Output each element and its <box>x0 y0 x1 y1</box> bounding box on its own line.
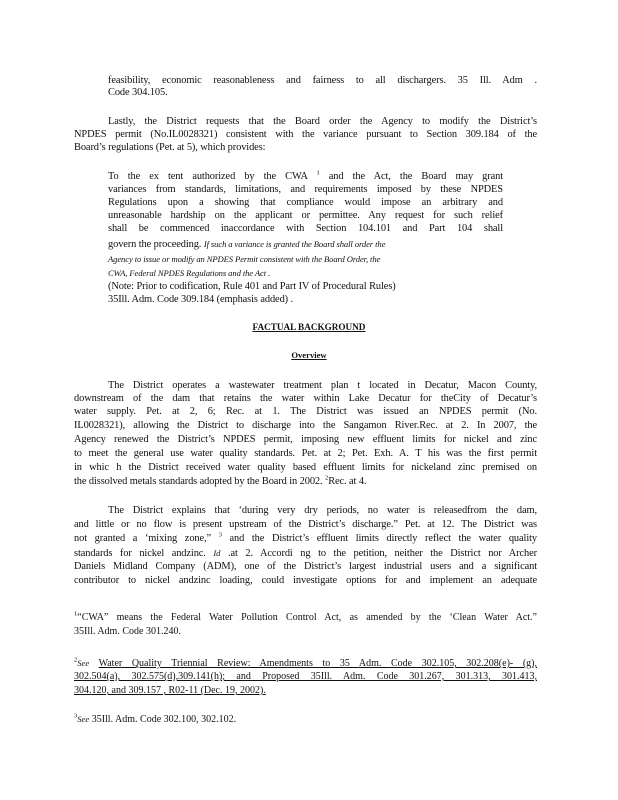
footnote-ref-1[interactable]: 1 <box>316 169 320 177</box>
body-text-line: NPDES permit (No.IL0028321) consistent with the variance pursuant to Section 309.184 of the <box>74 129 537 140</box>
body-text-line <box>74 547 537 560</box>
body-text-line: and little or no flow is present upstream of the District’s discharge.” Pet. at 12. The District was <box>74 519 537 530</box>
body-text-line: Board’s regulations (Pet. at 5), which provides: <box>74 142 266 153</box>
body-text-line: The District explains that ‘during very dry periods, no water is releasedfrom the dam, <box>108 505 537 516</box>
footnote-3 <box>74 713 537 726</box>
body-text: standards for nickel andzinc. <box>74 548 206 559</box>
id-citation: Id <box>213 548 221 558</box>
quote-line <box>108 238 503 251</box>
body-text-line: in whic h the District received water quality based effluent limits for nickeland zinc premised on <box>74 462 537 473</box>
subsection-heading-text: Overview <box>291 350 327 360</box>
body-text-line: IL0028321), allowing the District to discharge into the Sangamon River.Rec. at 2. In 2007, the <box>74 420 537 431</box>
body-text-line: The District operates a wastewater treatment plan t located in Decatur, Macon County, <box>108 380 537 391</box>
body-text: and the District’s effluent limits directly reflect the water quality <box>229 533 537 544</box>
footnote-text: 35Ill. Adm. Code 302.100, 302.102. <box>91 714 237 725</box>
footnote-2-line <box>74 671 537 683</box>
body-text-line: Agency renewed the District’s NPDES permit, imposing new effluent limits for nickel and zinc <box>74 434 537 445</box>
footnote-mark: 1 <box>74 610 78 618</box>
footnote-text: 304.120, and 309.157 , R02-11 (Dec. 19, 2002). <box>74 685 266 696</box>
footnote-1-line: 35Ill. Adm. Code 301.240. <box>74 626 181 637</box>
footnote-text: “CWA” means the Federal Water Pollution Control Act, as amended by the ‘Clean Water Act.” <box>77 612 537 623</box>
footnote-ref-3[interactable]: 3 <box>218 531 222 539</box>
quote-emphasis-line: CWA, Federal NPDES Regulations and the Act . <box>108 268 271 278</box>
footnote-mark: 3 <box>74 712 78 720</box>
footnote-2 <box>74 657 537 670</box>
body-text-line: Code 304.105. <box>108 87 168 98</box>
footnote-text: 302.504(a), 302.575(d),309.141(h); and Proposed 35Ill. Adm. Code 301.267, 301.313, 301.413, <box>74 671 537 682</box>
quote-line: variances from standards, limitations, and requirements imposed by these NPDES <box>108 184 503 195</box>
quote-line <box>108 171 503 183</box>
quote-emphasis: If such a variance is granted the Board shall order the <box>203 239 386 249</box>
body-text-line: water supply. Pet. at 2, 6; Rec. at 1. The District was issued an NPDES permit (No. <box>74 406 537 417</box>
footnote-mark: 2 <box>74 656 78 664</box>
footnote-ref-2[interactable]: 2 <box>325 474 329 482</box>
footnote-text: Water Quality Triennial Review: Amendments to 35 Adm. Code 302.105, 302.208(e)- (g), <box>98 658 537 669</box>
section-heading-text: FACTUAL BACKGROUND <box>252 322 366 332</box>
quote-line: shall be commenced inaccordance with Section 104.101 and Part 104 shall <box>108 223 503 234</box>
body-text: Rec. at 4. <box>328 476 367 487</box>
subsection-heading <box>0 350 618 361</box>
body-text-line: feasibility, economic reasonableness and fairness to all dischargers. 35 Ill. Adm . <box>108 75 537 86</box>
quote-citation-line: 35Ill. Adm. Code 309.184 (emphasis added) . <box>108 294 294 305</box>
quote-text: govern the proceeding. <box>108 239 202 250</box>
body-text-line <box>74 476 537 488</box>
section-heading <box>0 322 618 333</box>
body-text-line: contributor to nickel andzinc loading, could investigate options for and implement an adequate <box>74 575 537 586</box>
footnote-2-line <box>74 685 537 697</box>
body-text-line: Daniels Midland Company (ADM), one of the District’s largest industrial users and a significant <box>74 561 537 572</box>
quote-line: Regulations upon a showing that compliance would impose an arbitrary and <box>108 197 503 208</box>
body-text: not granted a ‘mixing zone,” <box>74 533 212 544</box>
quote-emphasis-line: Agency to issue or modify an NPDES Permit consistent with the Board Order, the <box>108 254 381 264</box>
body-text: the dissolved metals standards adopted by the Board in 2002. <box>74 476 323 487</box>
body-text-line: downstream of the dam that retains the water within Lake Decatur for theCity of Decatur’s <box>74 393 537 404</box>
body-text-line: Lastly, the District requests that the Board order the Agency to modify the District’s <box>108 116 537 127</box>
see-signal: See <box>77 714 90 724</box>
see-signal: See <box>77 658 90 668</box>
quote-text: To the ex tent authorized by the CWA <box>108 171 308 182</box>
quote-line: unreasonable hardship on the applicant or permittee. Any request for such relief <box>108 210 503 221</box>
body-text-line <box>74 533 537 545</box>
footnote-1 <box>74 612 537 624</box>
quote-note-line: (Note: Prior to codification, Rule 401 and Part IV of Procedural Rules) <box>108 281 396 292</box>
quote-text: and the Act, the Board may grant <box>328 171 504 182</box>
body-text-line: to meet the general use water quality standards. Pet. at 2; Pet. Exh. A. T his was the first permit <box>74 448 537 459</box>
body-text: .at 2. Accordi ng to the petition, neither the District nor Archer <box>227 548 537 559</box>
